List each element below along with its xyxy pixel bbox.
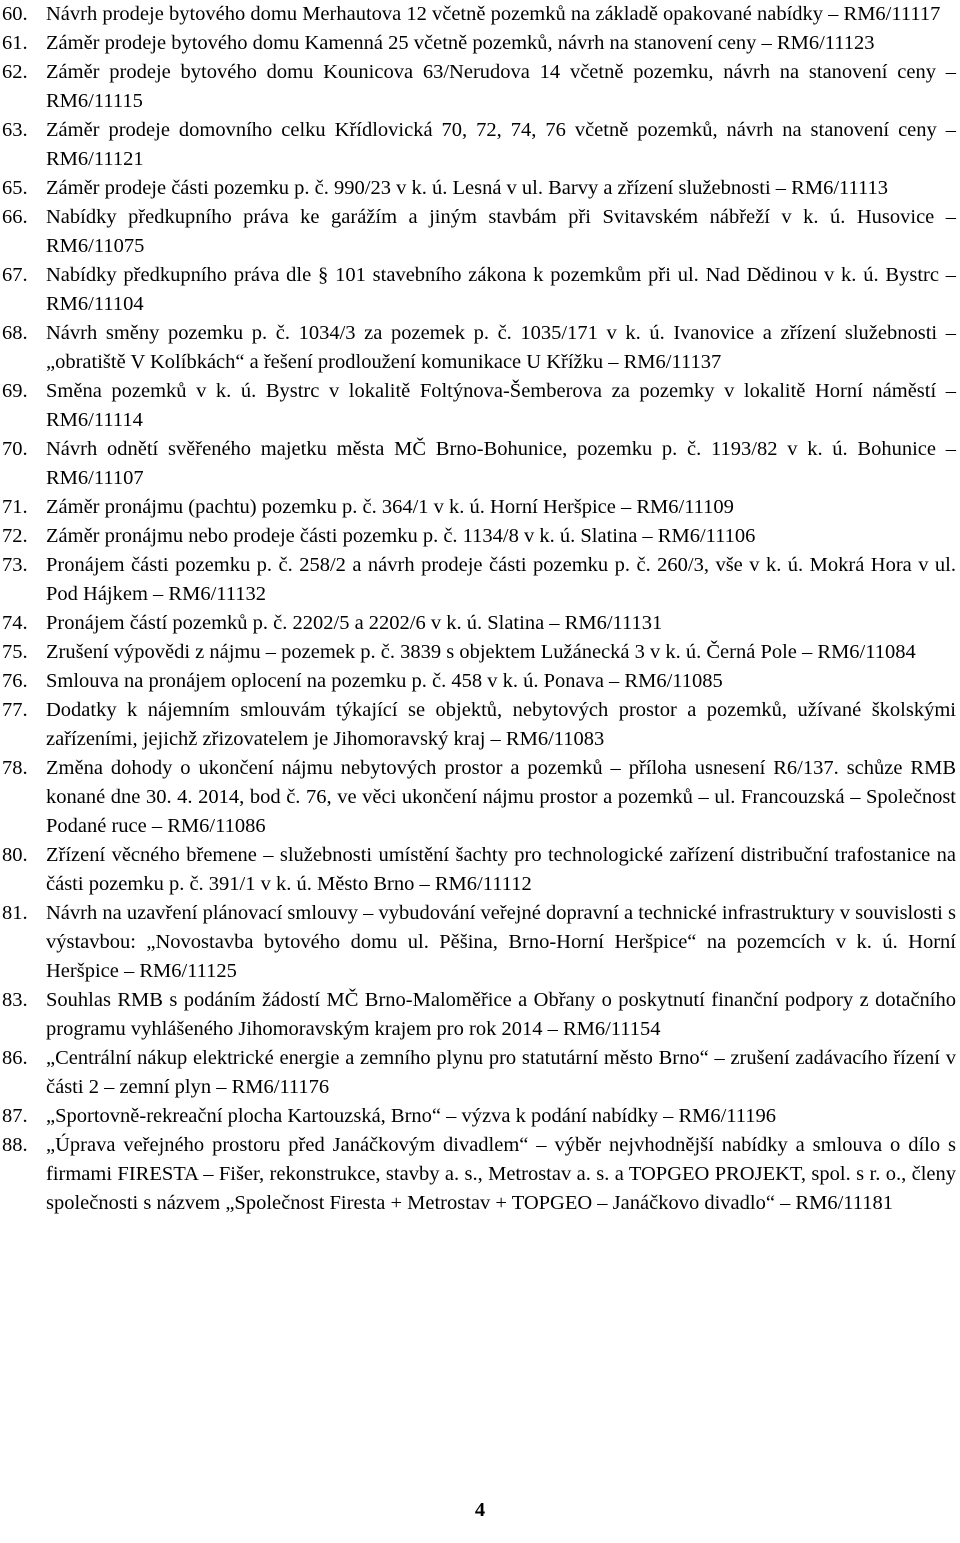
item-number: 61.: [2, 32, 28, 54]
agenda-item: [2, 174, 956, 203]
item-text: Pronájem částí pozemků p. č. 2202/5 a 2202/6 v k. ú. Slatina – RM6/11131: [46, 612, 663, 634]
agenda-item: [2, 435, 956, 493]
item-number: 87.: [2, 1105, 28, 1127]
agenda-item: [2, 638, 956, 667]
item-number: 63.: [2, 119, 28, 141]
agenda-item: [2, 899, 956, 986]
item-number: 81.: [2, 902, 28, 924]
item-number: 62.: [2, 61, 28, 83]
agenda-item: [2, 841, 956, 899]
agenda-item: [2, 203, 956, 261]
item-number: 65.: [2, 177, 28, 199]
item-number: 73.: [2, 554, 28, 576]
item-number: 86.: [2, 1047, 28, 1069]
page-number: 4: [474, 1499, 486, 1521]
item-text: Návrh na uzavření plánovací smlouvy – vybudování veřejné dopravní a technické infrastruktury v souvislosti s výstavbou: „Novostavba bytového domu ul. Pěšina, Brno-Horní Heršpice“ na pozemcích v k. ú. Horní Heršpice – RM6/11125: [46, 902, 956, 982]
item-text: Záměr prodeje domovního celku Křídlovická 70, 72, 74, 76 včetně pozemků, návrh na stanovení ceny – RM6/11121: [46, 119, 956, 170]
agenda-item: [2, 609, 956, 638]
item-text: Směna pozemků v k. ú. Bystrc v lokalitě Foltýnova-Šemberova za pozemky v lokalitě Horní náměstí – RM6/11114: [46, 380, 956, 431]
item-number: 69.: [2, 380, 28, 402]
item-text: Dodatky k nájemním smlouvám týkající se objektů, nebytových prostor a pozemků, užívané školskými zařízeními, jejichž zřizovatelem je Jihomoravský kraj – RM6/11083: [46, 699, 956, 750]
item-text: Zřízení věcného břemene – služebnosti umístění šachty pro technologické zařízení distribuční trafostanice na části pozemku p. č. 391/1 v k. ú. Město Brno – RM6/11112: [46, 844, 956, 895]
item-text: Pronájem části pozemku p. č. 258/2 a návrh prodeje části pozemku p. č. 260/3, vše v k. ú. Mokrá Hora v ul. Pod Hájkem – RM6/11132: [46, 554, 956, 605]
item-text: Záměr prodeje bytového domu Kamenná 25 včetně pozemků, návrh na stanovení ceny – RM6/11123: [46, 32, 875, 54]
item-text: Změna dohody o ukončení nájmu nebytových prostor a pozemků – příloha usnesení R6/137. schůze RMB konané dne 30. 4. 2014, bod č. 76, ve věci ukončení nájmu prostor a pozemků – ul. Francouzská – Společnost Podané ruce – RM6/11086: [46, 757, 956, 837]
item-number: 80.: [2, 844, 28, 866]
item-text: Návrh směny pozemku p. č. 1034/3 za pozemek p. č. 1035/171 v k. ú. Ivanovice a zřízení služebnosti – „obratiště V Kolíbkách“ a řešení prodloužení komunikace U Křížku – RM6/11137: [46, 322, 956, 373]
agenda-item: [2, 29, 956, 58]
item-text: Nabídky předkupního práva dle § 101 stavebního zákona k pozemkům při ul. Nad Dědinou v k. ú. Bystrc – RM6/11104: [46, 264, 956, 315]
item-number: 68.: [2, 322, 28, 344]
item-number: 77.: [2, 699, 28, 721]
agenda-item: [2, 667, 956, 696]
agenda-item: [2, 522, 956, 551]
agenda-item: [2, 493, 956, 522]
agenda-item: [2, 754, 956, 841]
item-text: „Sportovně-rekreační plocha Kartouzská, Brno“ – výzva k podání nabídky – RM6/11196: [46, 1105, 777, 1127]
agenda-item: [2, 319, 956, 377]
item-text: Zrušení výpovědi z nájmu – pozemek p. č. 3839 s objektem Lužánecká 3 v k. ú. Černá Pole – RM6/11084: [46, 641, 916, 663]
item-text: Záměr pronájmu (pachtu) pozemku p. č. 364/1 v k. ú. Horní Heršpice – RM6/11109: [46, 496, 734, 518]
item-number: 88.: [2, 1134, 28, 1156]
item-text: „Úprava veřejného prostoru před Janáčkovým divadlem“ – výběr nejvhodnější nabídky a smlouva o dílo s firmami FIRESTA – Fišer, rekonstrukce, stavby a. s., Metrostav a. s. a TOPGEO PROJEKT, spol. s r. o., členy společnosti s názvem „Společnost Firesta + Metrostav + TOPGEO – Janáčkovo divadlo“ – RM6/11181: [46, 1134, 956, 1214]
agenda-list: [2, 0, 956, 1218]
item-text: Záměr prodeje části pozemku p. č. 990/23 v k. ú. Lesná v ul. Barvy a zřízení služebnosti – RM6/11113: [46, 177, 889, 199]
item-text: Nabídky předkupního práva ke garážím a jiným stavbám při Svitavském nábřeží v k. ú. Husovice – RM6/11075: [46, 206, 956, 257]
item-text: Smlouva na pronájem oplocení na pozemku p. č. 458 v k. ú. Ponava – RM6/11085: [46, 670, 723, 692]
item-number: 70.: [2, 438, 28, 460]
agenda-item: [2, 58, 956, 116]
item-number: 71.: [2, 496, 28, 518]
agenda-item: [2, 0, 956, 29]
item-number: 78.: [2, 757, 28, 779]
item-number: 74.: [2, 612, 28, 634]
item-text: Návrh prodeje bytového domu Merhautova 12 včetně pozemků na základě opakované nabídky – RM6/11117: [46, 3, 941, 25]
item-number: 67.: [2, 264, 28, 286]
agenda-item: [2, 1131, 956, 1218]
agenda-item: [2, 116, 956, 174]
item-number: 76.: [2, 670, 28, 692]
item-number: 66.: [2, 206, 28, 228]
agenda-item: [2, 377, 956, 435]
agenda-item: [2, 551, 956, 609]
item-text: Návrh odnětí svěřeného majetku města MČ Brno-Bohunice, pozemku p. č. 1193/82 v k. ú. Bohunice – RM6/11107: [46, 438, 956, 489]
item-number: 83.: [2, 989, 28, 1011]
item-text: „Centrální nákup elektrické energie a zemního plynu pro statutární město Brno“ – zrušení zadávacího řízení v části 2 – zemní plyn – RM6/11176: [46, 1047, 956, 1098]
agenda-item: [2, 986, 956, 1044]
agenda-item: [2, 1044, 956, 1102]
item-text: Záměr pronájmu nebo prodeje části pozemku p. č. 1134/8 v k. ú. Slatina – RM6/11106: [46, 525, 756, 547]
item-text: Záměr prodeje bytového domu Kounicova 63/Nerudova 14 včetně pozemku, návrh na stanovení ceny – RM6/11115: [46, 61, 956, 112]
agenda-item: [2, 261, 956, 319]
agenda-item: [2, 696, 956, 754]
item-number: 60.: [2, 3, 28, 25]
item-number: 72.: [2, 525, 28, 547]
item-text: Souhlas RMB s podáním žádostí MČ Brno-Maloměřice a Obřany o poskytnutí finanční podpory z dotačního programu vyhlášeného Jihomoravským krajem pro rok 2014 – RM6/11154: [46, 989, 956, 1040]
agenda-item: [2, 1102, 956, 1131]
item-number: 75.: [2, 641, 28, 663]
